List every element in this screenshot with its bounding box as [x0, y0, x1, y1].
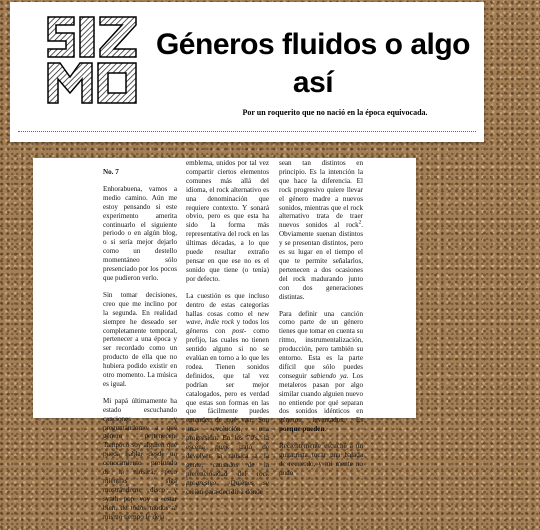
emphasis: punk	[215, 443, 229, 452]
text-run: La cuestión es que incluso dentro de estas categorías hallas cosas como el	[186, 291, 269, 318]
emphasis: post-	[232, 327, 247, 336]
text-run: sean tan distintos en principio. Es la intención la que hace la diferencia. El rock progresivo quiere llevar el género madre a nuevos sonidos, mientras que el rock alternativo trata de traer nuevos sonidos al rock	[279, 159, 363, 230]
header-panel	[10, 2, 484, 142]
emphasis: rock progresivo	[186, 469, 269, 487]
text-run: .	[324, 425, 327, 434]
article-column-3	[279, 159, 363, 486]
text-run: . Obviamente suenan distintos y se presentan distintos, pero es su lugar en el tiempo el que te permite señalarlos, pertenecen a dos ocasiones del rock madurando junto con dos generaciones distintas.	[279, 221, 363, 301]
text-run: . ¿Quiénes se creían para decidir a dónde	[186, 478, 269, 496]
text-run: Para definir una canción como parte de un género tienes que tomar en cuenta su ritmo, instrumentalización, producción, pero también su entorno. Esta es la parte difícil que sólo puedes conseguir	[279, 309, 363, 380]
sizmo-logo	[44, 11, 140, 109]
paragraph	[279, 310, 363, 435]
page-subtitle: Por un roquerito que no nació en la época equivocada.	[242, 108, 428, 117]
paragraph	[279, 159, 363, 302]
paragraph: Enhorabuena, vamos a medio camino. Aún me estoy pensando si este experimento amerita continuarlo el siguiente periodo o en algún blog, o si sería mejor dejarlo como un destello momentáneo sólo presenciado por los pocos que pudieron verlo.	[103, 184, 177, 282]
paragraph: Recientemente escuché a un guitarrista tocar una balada de recuerdo, y mi mente no pudo	[279, 442, 363, 477]
paragraph	[186, 292, 269, 497]
emphasis: new wave	[186, 309, 269, 327]
bold-text: porque pueden	[279, 425, 325, 434]
text-run: como prefijo, las cuales no tienen sentido alguno si no se evalúan en torno a lo que les rodea. Tienen sonidos definidos, que tal vez podrían ser mejor catalogados, pero es verdad que estas son formas en las que fácilmente puedes entender de qué van. Son una evolución, una progresión. En los 70's, la escena	[186, 327, 269, 452]
text-run: y todos los géneros con	[186, 318, 269, 336]
page-title: Géneros fluidos o algo así	[155, 28, 471, 99]
article-column-2	[186, 159, 269, 505]
footnote-marker: 2	[358, 220, 362, 226]
paragraph: emblema, unidos por tal vez compartir ciertos elementos comunes más allá del idioma, el rock alternativo es una denominación que requiere contexto. Y sonará obvio, pero es que esta ha sido la forma más representativa del rock en las últimas décadas, a lo que puede resultar extraño pensar en que ese no es el sonido que tiene (o tenía) por defecto.	[186, 159, 269, 283]
paragraph: Sin tomar decisiones, creo que me inclino por la segunda. En realidad siempre he deseado ser completamente temporal, pertenecer a una época y ser recordado como un producto de ella que no hubiera podido existir en otro momento. La música es igual.	[103, 290, 177, 388]
emphasis: indie rock	[204, 318, 235, 327]
text-run: . Los metaleros pasan por algo similar cuando alguien nuevo no entiende por qué separan dos sonidos idénticos en géneros inventados. Es	[279, 371, 363, 425]
article-column-1	[103, 168, 177, 530]
text-run: trató de devolver la música a la gente, cansados de la pretenciosidad del	[186, 443, 269, 478]
emphasis: sabiendo ya	[310, 371, 347, 380]
article-number: No. 7	[103, 168, 119, 176]
header-divider	[18, 131, 476, 132]
sizmo-logo-graphic	[44, 11, 140, 109]
paragraph: Mi papá últimamente ha estado escuchando canciones y preguntándome a qué género pertenecen. Tampoco soy alguien que pueda hablar desde un conocimiento profundo de la música, pero mientras siga mostrándome disco y synth pop voy a estar bien, de todos modos al mismo tiempo le deja	[103, 396, 177, 521]
article-page	[33, 158, 416, 521]
text-run: ,	[200, 318, 205, 327]
